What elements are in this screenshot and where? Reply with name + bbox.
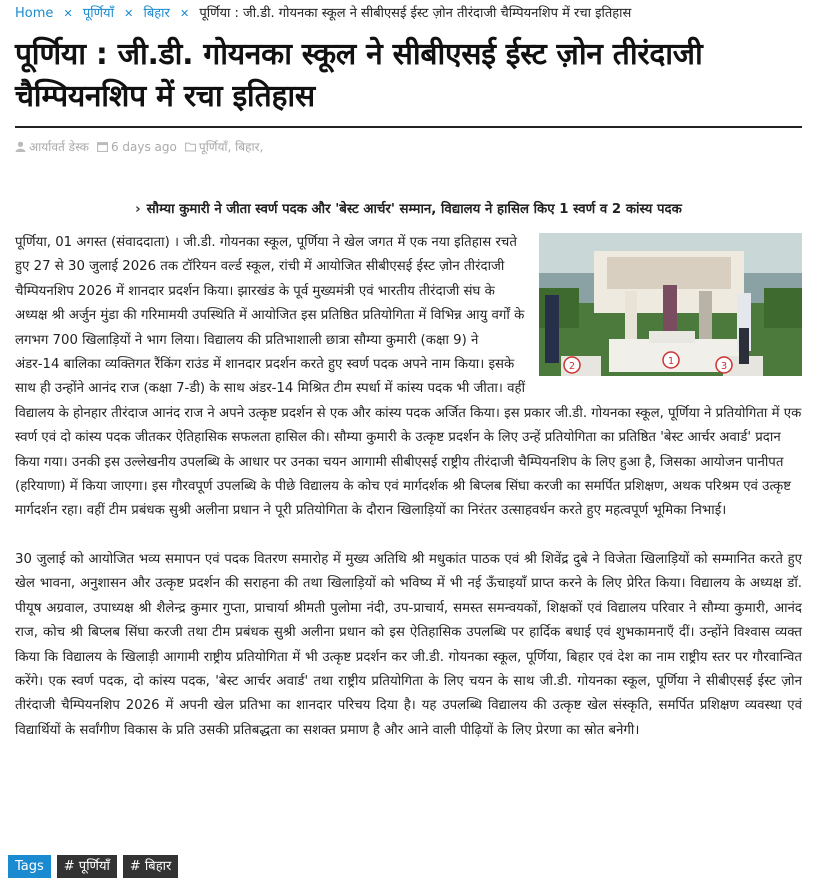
- paragraph-1: पूर्णिया, 01 अगस्त (संवाददाता) । जी.डी. गोयनका स्कूल, पूर्णिया ने खेल जगत में एक नया इतिहास रचते हुए 27 से 30 जुलाई 2026 तक टॉरियन वर्ल्ड स्कूल, रांची में आयोजित सीबीएसई ईस्ट ज़ोन तीरंदाजी चैम्पियनशिप 2026 में शानदार प्रदर्शन किया। झारखंड के पूर्व मुख्यमंत्री एवं भारतीय तीरंदाजी संघ के अध्यक्ष श्री अर्जुन मुंडा की गरिमामयी उपस्थिति में आयोजित इस प्रतिष्ठित प्रतियोगिता में विभिन्न आयु वर्गों के लगभग 700 खिलाड़ियों ने भाग लिया। विद्यालय की प्रतिभाशाली छात्रा सौम्या कुमारी (कक्षा 9) ने अंडर-14 बालिका व्यक्तिगत रैंकिंग राउंड में शानदार प्रदर्शन करते हुए स्वर्ण पदक अपने नाम किया। इसके साथ ही उन्होंने आनंद राज (कक्षा 7-डी) के साथ अंडर-14 मिश्रित टीम स्पर्धा में कांस्य पदक भी जीता। वहीं विद्यालय के होनहार तीरंदाज आनंद राज ने अपने उत्कृष्ट प्रदर्शन से एक और कांस्य पदक अर्जित किया। इस प्रकार जी.डी. गोयनका स्कूल, पूर्णिया ने प्रतियोगिता में एक स्वर्ण एवं दो कांस्य पदक जीतकर ऐतिहासिक सफलता हासिल की। सौम्या कुमारी के उत्कृष्ट प्रदर्शन के लिए उन्हें प्रतियोगिता का प्रतिष्ठित 'बेस्ट आर्चर अवार्ड' प्रदान किया गया। उनकी इस उल्लेखनीय उपलब्धि के आधार पर उनका चयन आगामी सीबीएसई राष्ट्रीय तीरंदाजी चैम्पियनशिप के लिए हुआ है, जिसका आयोजन पानीपत (हरियाणा) में किया जाएगा। इस गौरवपूर्ण उपलब्धि के पीछे विद्यालय के कोच एवं मार्गदर्शक श्री बिप्लब सिंघा करजी का समर्पित प्रशिक्षण, अथक परिश्रम एवं उत्कृष्ट मार्गदर्शन रहा। वहीं टीम प्रबंधक सुश्री अलीना प्रधान ने पूरी प्रतियोगिता के दौरान खिलाड़ियों का निरंतर उत्साहवर्धन करते हुए महत्वपूर्ण भूमिका निभाई।: [15, 235, 802, 519]
- page-title: पूर्णिया : जी.डी. गोयनका स्कूल ने सीबीएसई ईस्ट ज़ोन तीरंदाजी चैम्पियनशिप में रचा इतिहास: [15, 34, 802, 128]
- breadcrumb-current: पूर्णिया : जी.डी. गोयनका स्कूल ने सीबीएसई ईस्ट ज़ोन तीरंदाजी चैम्पियनशिप में रचा इतिहास: [199, 6, 632, 21]
- chevron-right-icon: ›: [135, 202, 141, 217]
- breadcrumb-separator-icon: ✕: [179, 7, 190, 20]
- breadcrumb-separator-icon: ✕: [124, 7, 134, 20]
- author-name: आर्यावर्त डेस्क: [29, 140, 89, 154]
- podium-label-third: 3: [720, 361, 728, 372]
- user-icon: [15, 141, 26, 152]
- date-text: 6 days ago: [110, 139, 177, 154]
- article-highlight: [15, 199, 802, 217]
- tag-bihar[interactable]: # बिहार: [123, 855, 178, 878]
- breadcrumb-item-purnia[interactable]: पूर्णियाँ: [82, 6, 114, 21]
- podium-label-second: 2: [568, 361, 576, 372]
- article-photo[interactable]: [539, 233, 802, 376]
- breadcrumb-item-bihar[interactable]: बिहार: [143, 6, 170, 21]
- podium-label-first: 1: [667, 356, 675, 367]
- categories[interactable]: [185, 138, 263, 155]
- calendar-icon: [97, 141, 108, 152]
- breadcrumb-home[interactable]: Home: [15, 6, 54, 21]
- folder-icon: [185, 141, 196, 152]
- tags-label: Tags: [8, 855, 51, 878]
- breadcrumb-separator-icon: ✕: [63, 7, 73, 20]
- tag-purnia[interactable]: # पूर्णियाँ: [57, 855, 117, 878]
- paragraph-2: 30 जुलाई को आयोजित भव्य समापन एवं पदक वितरण समारोह में मुख्य अतिथि श्री मधुकांत पाठक एवं श्री शिवेंद्र दुबे ने विजेता खिलाड़ियों को सम्मानित करते हुए खेल भावना, अनुशासन और उत्कृष्ट प्रदर्शन की सराहना की तथा खिलाड़ियों को भविष्य में भी नई ऊँचाइयाँ प्राप्त करने के लिए प्रेरित किया। विद्यालय के अध्यक्ष डॉ. पीयूष अग्रवाल, उपाध्यक्ष श्री शैलेन्द्र कुमार गुप्ता, प्राचार्या श्रीमती पुलोमा नंदी, उप-प्राचार्य, समस्त समन्वयकों, शिक्षकों एवं विद्यालय परिवार ने सौम्या कुमारी, आनंद राज, कोच श्री बिप्लब सिंघा करजी तथा टीम प्रबंधक सुश्री अलीना प्रधान को इस ऐतिहासिक उपलब्धि पर हार्दिक बधाई एवं शुभकामनाएँ दीं। उन्होंने विश्वास व्यक्त किया कि विद्यालय के खिलाड़ी आगामी राष्ट्रीय प्रतियोगिता में भी उत्कृष्ट प्रदर्शन कर जी.डी. गोयनका स्कूल, पूर्णिया, बिहार एवं देश का नाम राष्ट्रीय स्तर पर गौरवान्वित करेंगे। एक स्वर्ण पदक, दो कांस्य पदक, 'बेस्ट आर्चर अवार्ड' तथा राष्ट्रीय प्रतियोगिता के लिए चयन के साथ जी.डी. गोयनका स्कूल, पूर्णिया ने सीबीएसई ईस्ट ज़ोन तीरंदाजी चैम्पियनशिप 2026 में अपनी खेल प्रतिभा का शानदार परिचय दिया है। यह उपलब्धि विद्यालय की उत्कृष्ट खेल संस्कृति, समर्पित प्रशिक्षण व्यवस्था एवं विद्यार्थियों के सर्वांगीण विकास के प्रति उसकी प्रतिबद्धता का सशक्त प्रमाण है और आने वाली पीढ़ियों के लिए प्रेरणा का स्रोत बनेगी।: [15, 551, 802, 738]
- highlight-text: सौम्या कुमारी ने जीता स्वर्ण पदक और 'बेस्ट आर्चर' सम्मान, विद्यालय ने हासिल किए 1 स्वर्ण व 2 कांस्य पदक: [146, 202, 682, 217]
- breadcrumb: [15, 0, 802, 24]
- author[interactable]: [15, 138, 89, 155]
- article-body: [15, 231, 802, 743]
- article-meta: [15, 138, 802, 155]
- categories-text: पूर्णियाँ, बिहार,: [198, 140, 264, 154]
- tags-bar: [8, 855, 178, 878]
- date: [97, 140, 177, 154]
